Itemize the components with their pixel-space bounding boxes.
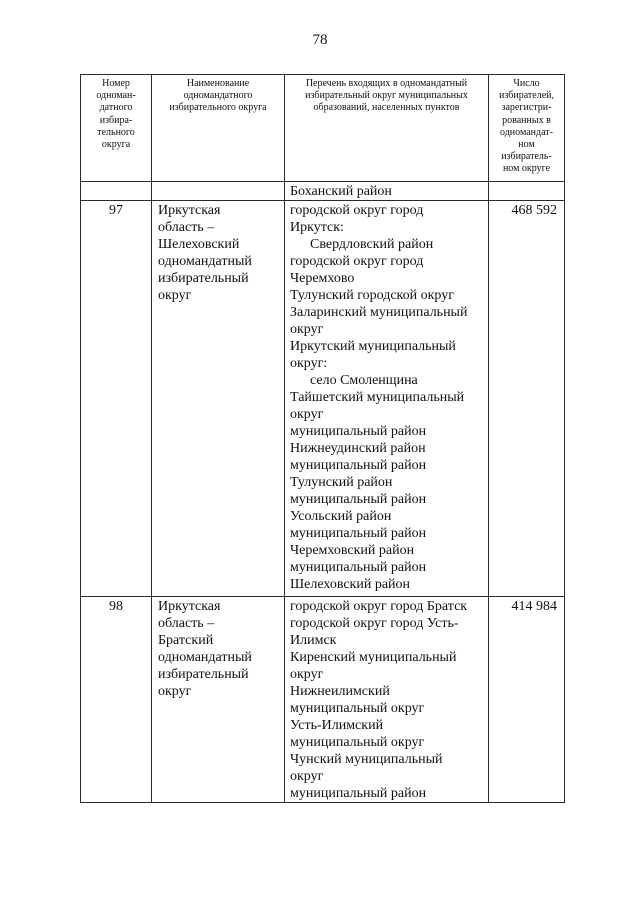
member-line: Боханский район bbox=[290, 184, 392, 199]
continuation-voters-cell bbox=[489, 182, 565, 201]
header-voters-line: одномандат- bbox=[500, 126, 553, 138]
header-number-line: Номер bbox=[102, 78, 130, 89]
header-number-line: одноман- bbox=[96, 90, 136, 102]
header-number-line: тельного bbox=[97, 126, 135, 138]
district-name-cell bbox=[152, 201, 285, 597]
header-voters-line: рованных в bbox=[502, 114, 551, 126]
member-line: Иркутск: bbox=[290, 220, 344, 235]
member-line: округ bbox=[290, 667, 324, 682]
district-name-line: Иркутская bbox=[158, 599, 221, 614]
member-line: городской округ город bbox=[290, 254, 424, 269]
member-line: Илимск bbox=[290, 633, 337, 648]
district-voters-cell bbox=[489, 201, 565, 597]
member-line: муниципальный район bbox=[290, 492, 427, 507]
continuation-name-cell bbox=[152, 182, 285, 201]
member-line: село Смоленщина bbox=[310, 373, 418, 388]
member-line: муниципальный округ bbox=[290, 701, 425, 716]
district-name-line: область – bbox=[158, 220, 215, 235]
header-number-line: избира- bbox=[99, 114, 133, 126]
member-line: Тулунский городской округ bbox=[290, 288, 454, 303]
district-name-line: избирательный bbox=[158, 667, 249, 682]
member-line: Тайшетский муниципальный bbox=[290, 390, 465, 405]
member-line: муниципальный район bbox=[290, 424, 427, 439]
district-name-line: одномандатный bbox=[158, 650, 252, 665]
member-line: муниципальный округ bbox=[290, 735, 425, 750]
member-line: Заларинский муниципальный bbox=[290, 305, 468, 320]
header-members-line: Перечень входящих в одномандатный bbox=[305, 78, 468, 89]
district-name-line: округ bbox=[158, 684, 192, 699]
member-line: муниципальный район bbox=[290, 786, 427, 801]
member-line: Киренский муниципальный bbox=[290, 650, 457, 665]
header-voters-line: избиратель- bbox=[501, 151, 552, 163]
district-name-line: Братский bbox=[158, 633, 214, 648]
header-voters-cell bbox=[489, 75, 565, 182]
header-voters-line: ном округе bbox=[502, 163, 551, 175]
member-line: Чунский муниципальный bbox=[290, 752, 443, 767]
header-voters-line: Число bbox=[513, 78, 540, 89]
member-line: Нижнеилимский bbox=[290, 684, 390, 699]
continuation-row bbox=[81, 182, 565, 201]
table-row bbox=[81, 201, 565, 597]
voter-count: 414 984 bbox=[511, 599, 557, 614]
header-name-line: Наименование bbox=[186, 78, 250, 89]
member-line: Усольский район bbox=[290, 509, 392, 524]
member-line: городской округ город bbox=[290, 203, 424, 218]
member-line: округ bbox=[290, 769, 324, 784]
page-number: 78 bbox=[312, 32, 328, 48]
member-line: муниципальный район bbox=[290, 560, 427, 575]
header-name-cell bbox=[152, 75, 285, 182]
header-members-cell bbox=[285, 75, 489, 182]
header-name-line: избирательного округа bbox=[169, 102, 267, 114]
member-line: округ bbox=[290, 322, 324, 337]
member-line: Усть-Илимский bbox=[290, 718, 384, 733]
district-members-cell bbox=[285, 201, 489, 597]
header-name-line: одномандатного bbox=[183, 90, 253, 102]
member-line: муниципальный район bbox=[290, 458, 427, 473]
member-line: округ bbox=[290, 407, 324, 422]
voter-count: 468 592 bbox=[511, 203, 557, 218]
header-number-cell bbox=[81, 75, 152, 182]
district-name-line: избирательный bbox=[158, 271, 249, 286]
member-line: Тулунский район bbox=[290, 475, 393, 490]
member-line: городской округ город Братск bbox=[290, 599, 468, 614]
district-name-line: Шелеховский bbox=[158, 237, 240, 252]
member-line: городской округ город Усть- bbox=[290, 616, 459, 631]
district-voters-cell bbox=[489, 597, 565, 803]
member-line: муниципальный район bbox=[290, 526, 427, 541]
member-line: Свердловский район bbox=[310, 237, 434, 252]
continuation-members-cell bbox=[285, 182, 489, 201]
district-name-line: Иркутская bbox=[158, 203, 221, 218]
member-line: Нижнеудинский район bbox=[290, 441, 426, 456]
district-table bbox=[80, 74, 565, 803]
header-voters-line: зарегистри- bbox=[501, 102, 552, 114]
district-number-cell bbox=[81, 201, 152, 597]
district-number: 97 bbox=[109, 203, 123, 218]
district-number: 98 bbox=[109, 599, 123, 614]
header-members-line: образований, населенных пунктов bbox=[313, 102, 460, 114]
header-voters-line: ном bbox=[518, 139, 535, 151]
district-name-line: одномандатный bbox=[158, 254, 252, 269]
continuation-number-cell bbox=[81, 182, 152, 201]
header-number-line: датного bbox=[99, 102, 133, 114]
member-line: Иркутский муниципальный bbox=[290, 339, 456, 354]
member-line: округ: bbox=[290, 356, 328, 371]
header-number-line: округа bbox=[101, 139, 131, 151]
table-header-row bbox=[81, 75, 565, 182]
district-name-line: округ bbox=[158, 288, 192, 303]
member-line: Шелеховский район bbox=[290, 577, 411, 592]
district-number-cell bbox=[81, 597, 152, 803]
header-members-line: избирательный округ муниципальных bbox=[305, 90, 468, 102]
member-line: Черемховский район bbox=[290, 543, 415, 558]
table-row bbox=[81, 597, 565, 803]
header-voters-line: избирателей, bbox=[498, 90, 554, 102]
district-members-cell bbox=[285, 597, 489, 803]
district-name-cell bbox=[152, 597, 285, 803]
district-name-line: область – bbox=[158, 616, 215, 631]
member-line: Черемхово bbox=[290, 271, 355, 286]
